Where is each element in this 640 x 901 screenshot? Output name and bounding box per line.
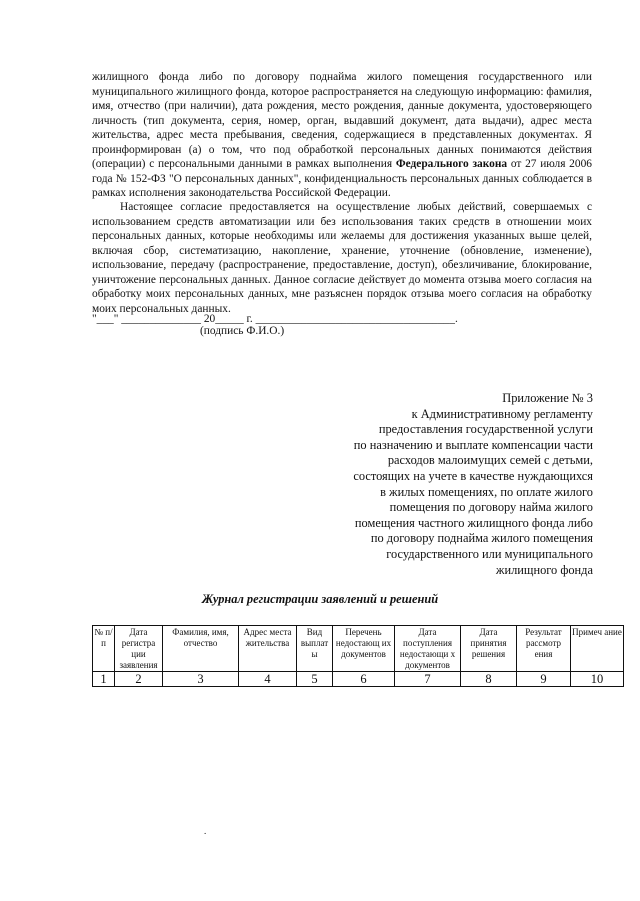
column-header: Дата поступления недостающи х документов <box>395 626 461 672</box>
column-number: 2 <box>115 672 163 687</box>
appendix-header <box>293 391 593 578</box>
column-number: 8 <box>461 672 517 687</box>
consent-paragraph-1-text-a: жилищного фонда либо по договору поднайма жилого помещения государственного или муниципального жилищного фонда, которое распространяется на следующую информацию: фамилия, имя, отчество (при наличии), дата рождения, место рождения, данные документа, удостоверяющего личность (тип документа, серия, номер, орган, выдавший документ, дата выдачи), адрес места жительства, адрес места пребывания, сведения, содержащиеся в представленных документах. Я проинформирован (а) о том, что под обработкой персональных данных понимаются действия (операции) с персональными данными в рамках выполнения <box>92 71 592 170</box>
page-mark: . <box>204 826 207 836</box>
signature-line: "___" ______________ 20_____ г. ___________________________________. <box>92 313 458 325</box>
column-header: Перечень недостающ их документов <box>333 626 395 672</box>
appendix-line: состоящих на учете в качестве нуждающихся <box>353 468 593 483</box>
column-header: Примеч ание <box>571 626 624 672</box>
table-header-row <box>93 626 624 672</box>
registration-journal-table <box>92 625 624 687</box>
appendix-line: помещения частного жилищного фонда либо <box>354 515 593 530</box>
column-header: № п/п <box>93 626 115 672</box>
column-header: Результат рассмотр ения <box>517 626 571 672</box>
appendix-line: помещения по договору найма жилого <box>389 500 593 515</box>
column-header: Фамилия, имя, отчество <box>163 626 239 672</box>
column-number: 9 <box>517 672 571 687</box>
consent-paragraph-1-text-b: от 27 июля 2006 года № 152-ФЗ "О персональных данных", конфиденциальность персональных данных соблюдается в рамках исполнения законодательства Российской Федерации. <box>92 158 592 199</box>
appendix-line: жилищного фонда <box>495 562 593 577</box>
column-number: 4 <box>239 672 297 687</box>
column-header: Адрес места жительства <box>239 626 297 672</box>
consent-paragraph-2: Настоящее согласие предоставляется на осуществление любых действий, совершаемых с использованием средств автоматизации или без использования таких средств в отношении моих персональных данных, которые необходимы или желаемы для достижения указанных выше целей, включая сбор, систематизацию, накопление, хранение, уточнение (обновление, изменение), использование, передачу (распространение, предоставление, доступ), обезличивание, блокирование, уничтожение персональных данных. Данное согласие действует до момента отзыва моего согласия на обработку моих персональных данных, мне разъяснен порядок отзыва моего согласия на обработку моих персональных данных. <box>92 201 592 315</box>
column-header: Вид выплат ы <box>297 626 333 672</box>
appendix-line: расходов малоимущих семей с детьми, <box>387 453 593 468</box>
federal-law-reference: Федерального закона <box>395 158 508 170</box>
appendix-line: государственного или муниципального <box>386 546 593 561</box>
column-number: 1 <box>93 672 115 687</box>
column-number: 5 <box>297 672 333 687</box>
appendix-line: по назначению и выплате компенсации части <box>353 437 593 452</box>
appendix-line: к Административному регламенту <box>411 406 593 421</box>
column-header: Дата принятия решения <box>461 626 517 672</box>
appendix-line: предоставления государственной услуги <box>378 422 593 437</box>
column-header: Дата регистра ции заявления <box>115 626 163 672</box>
consent-paragraph-1 <box>92 70 592 201</box>
column-number: 6 <box>333 672 395 687</box>
column-number: 10 <box>571 672 624 687</box>
appendix-line: по договору поднайма жилого помещения <box>370 531 593 546</box>
column-number: 7 <box>395 672 461 687</box>
table-number-row <box>93 672 624 687</box>
journal-title: Журнал регистрации заявлений и решений <box>201 592 439 606</box>
column-number: 3 <box>163 672 239 687</box>
signature-caption: (подпись Ф.И.О.) <box>200 325 285 337</box>
appendix-line: в жилых помещениях, по оплате жилого <box>380 484 593 499</box>
appendix-line: Приложение № 3 <box>502 391 593 405</box>
